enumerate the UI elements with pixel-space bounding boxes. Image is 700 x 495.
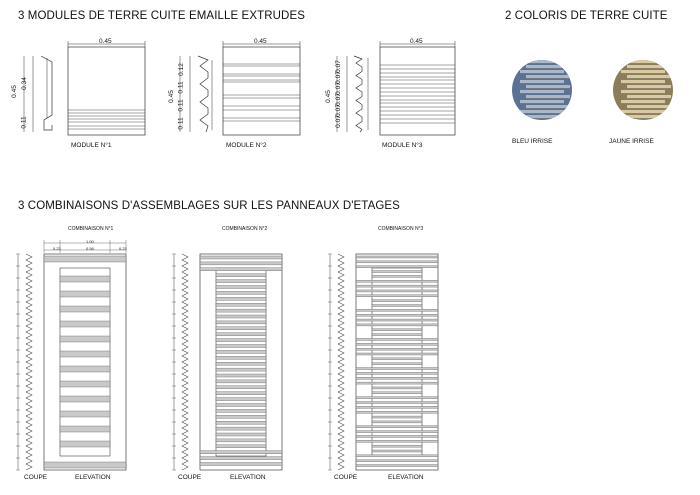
louvre-band: [60, 366, 110, 372]
louvre-band: [216, 280, 266, 283]
combination-1-title: COMBINAISON N°1: [68, 226, 114, 232]
coupe-label: COUPE: [178, 474, 202, 481]
combination-1-panel-coupe-profile: [26, 254, 32, 470]
louvre-band: [356, 377, 438, 379]
louvre-band: [356, 295, 438, 297]
module-2-sub-dim: 0.11: [177, 99, 185, 112]
louvre-band: [216, 409, 266, 412]
louvre-band: [60, 411, 110, 417]
louvre-band: [356, 319, 438, 321]
combination-3-title: COMBINAISON N°3: [378, 226, 424, 232]
louvre-band: [200, 268, 282, 271]
louvre-band: [356, 435, 438, 437]
module-2-width-dim: 0.45: [254, 38, 267, 45]
combination-2-title: COMBINAISON N°2: [222, 226, 268, 232]
module-3-section-profile: [354, 56, 362, 132]
color-label: JAUNE IRRISE: [609, 138, 654, 145]
louvre-band: [372, 275, 422, 277]
louvre-band: [200, 451, 282, 454]
louvre-band: [372, 305, 422, 307]
colors-title: 2 COLORIS DE TERRE CUITE: [505, 10, 668, 22]
louvre-band: [216, 415, 266, 418]
coupe-label: COUPE: [24, 474, 48, 481]
louvre-band: [216, 291, 266, 294]
louvre-band: [216, 433, 266, 436]
louvre-band: [216, 445, 266, 448]
louvre-band: [216, 362, 266, 365]
elevation-label: ELEVATION: [230, 474, 266, 481]
louvre-band: [356, 343, 438, 345]
louvre-band: [60, 276, 110, 282]
module-1-sub-dim: 0.11: [20, 116, 28, 129]
louvre-band: [44, 462, 126, 468]
louvre-band: [356, 440, 438, 442]
module-2-sub-dim: 0.12: [177, 63, 185, 76]
coupe-label: COUPE: [334, 474, 358, 481]
louvre-band: [356, 353, 438, 355]
louvre-band: [356, 285, 438, 287]
module-3-sub-dim: 0.07: [334, 115, 342, 128]
louvre-band: [356, 465, 438, 467]
louvre-band: [356, 309, 438, 311]
combination-2-panel-coupe-profile: [182, 254, 188, 470]
louvre-band: [60, 291, 110, 297]
module-2-height-dim: 0.45: [167, 90, 175, 103]
louvre-band: [372, 392, 422, 394]
louvre-band: [356, 397, 438, 399]
louvre-band: [200, 457, 282, 460]
louvre-band: [356, 382, 438, 384]
louvre-band: [216, 392, 266, 395]
module-3-elevation: [380, 47, 455, 135]
module-3-sub-dim: 0.07: [334, 82, 342, 95]
module-3-height-dim: 0.45: [324, 90, 332, 103]
combination-3-panel-coupe-profile: [338, 254, 344, 470]
louvre-band: [216, 374, 266, 377]
module-3-sub-dim: 0.07: [334, 104, 342, 117]
louvre-band: [200, 256, 282, 259]
louvre-band: [356, 406, 438, 408]
louvre-band: [216, 345, 266, 348]
louvre-band: [356, 266, 438, 268]
elevation-label: ELEVATION: [388, 474, 424, 481]
louvre-band: [356, 280, 438, 282]
louvre-band: [356, 411, 438, 413]
louvre-band: [216, 404, 266, 407]
module-1-section-profile: [41, 56, 52, 130]
louvre-band: [216, 303, 266, 306]
louvre-band: [60, 336, 110, 342]
module-2-elevation: [223, 47, 300, 135]
louvre-band: [356, 256, 438, 258]
elevation-label: ELEVATION: [75, 474, 111, 481]
louvre-band: [356, 460, 438, 462]
louvre-band: [216, 333, 266, 336]
louvre-band: [356, 314, 438, 316]
louvre-band: [216, 368, 266, 371]
louvre-band: [216, 315, 266, 318]
combination-1-dim: 0.23: [53, 246, 61, 251]
module-3-width-dim: 0.45: [410, 38, 423, 45]
louvre-band: [200, 262, 282, 265]
louvre-band: [216, 339, 266, 342]
louvre-band: [356, 402, 438, 404]
louvre-band: [216, 356, 266, 359]
louvre-band: [60, 306, 110, 312]
louvre-band: [356, 431, 438, 433]
modules-title: 3 MODULES DE TERRE CUITE EMAILLE EXTRUDES: [18, 10, 305, 22]
louvre-band: [44, 256, 126, 262]
louvre-band: [356, 372, 438, 374]
louvre-band: [356, 324, 438, 326]
louvre-band: [216, 321, 266, 324]
louvre-band: [372, 334, 422, 336]
louvre-band: [372, 450, 422, 452]
combination-1-dim: 0.23: [119, 246, 127, 251]
louvre-band: [372, 329, 422, 331]
louvre-band: [216, 274, 266, 277]
combination-1-total-dim: 1.00: [86, 239, 94, 244]
louvre-band: [216, 398, 266, 401]
louvre-band: [372, 300, 422, 302]
louvre-band: [216, 421, 266, 424]
louvre-band: [372, 416, 422, 418]
louvre-band: [60, 381, 110, 387]
louvre-band: [60, 441, 110, 447]
module-3-label: MODULE N°3: [382, 142, 423, 149]
louvre-band: [356, 348, 438, 350]
louvre-band: [60, 321, 110, 327]
louvre-band: [216, 286, 266, 289]
louvre-band: [356, 455, 438, 457]
module-2-section-profile: [198, 56, 208, 132]
louvre-band: [60, 396, 110, 402]
louvre-band: [372, 271, 422, 273]
louvre-band: [60, 426, 110, 432]
louvre-band: [216, 350, 266, 353]
louvre-band: [216, 427, 266, 430]
louvre-band: [372, 363, 422, 365]
louvre-band: [200, 463, 282, 466]
louvre-band: [356, 290, 438, 292]
module-3-sub-dim: 0.07: [334, 93, 342, 106]
module-2-label: MODULE N°2: [226, 142, 267, 149]
module-1-width-dim: 0.45: [99, 38, 112, 45]
louvre-band: [372, 387, 422, 389]
louvre-band: [372, 358, 422, 360]
module-3-sub-dim: 0.07: [334, 60, 342, 73]
louvre-band: [356, 338, 438, 340]
louvre-band: [356, 368, 438, 370]
louvre-band: [356, 261, 438, 263]
louvre-band: [60, 351, 110, 357]
louvre-band: [372, 445, 422, 447]
louvre-band: [356, 426, 438, 428]
louvre-band: [216, 297, 266, 300]
louvre-band: [216, 380, 266, 383]
louvre-band: [216, 309, 266, 312]
louvre-band: [372, 421, 422, 423]
combination-1-dim: 0.58: [86, 246, 94, 251]
louvre-band: [216, 439, 266, 442]
louvre-band: [216, 386, 266, 389]
combinations-title: 3 COMBINAISONS D'ASSEMBLAGES SUR LES PANNEAUX D'ETAGES: [18, 200, 400, 212]
color-label: BLEU IRRISE: [512, 138, 553, 145]
module-1-label: MODULE N°1: [71, 142, 112, 149]
module-2-sub-dim: 0.11: [177, 81, 185, 94]
module-1-sub-dim: 0.34: [20, 77, 28, 90]
module-2-sub-dim: 0.11: [177, 117, 185, 130]
louvre-band: [216, 327, 266, 330]
module-3-sub-dim: 0.07: [334, 71, 342, 84]
module-1-height-dim: 0.45: [10, 85, 18, 98]
